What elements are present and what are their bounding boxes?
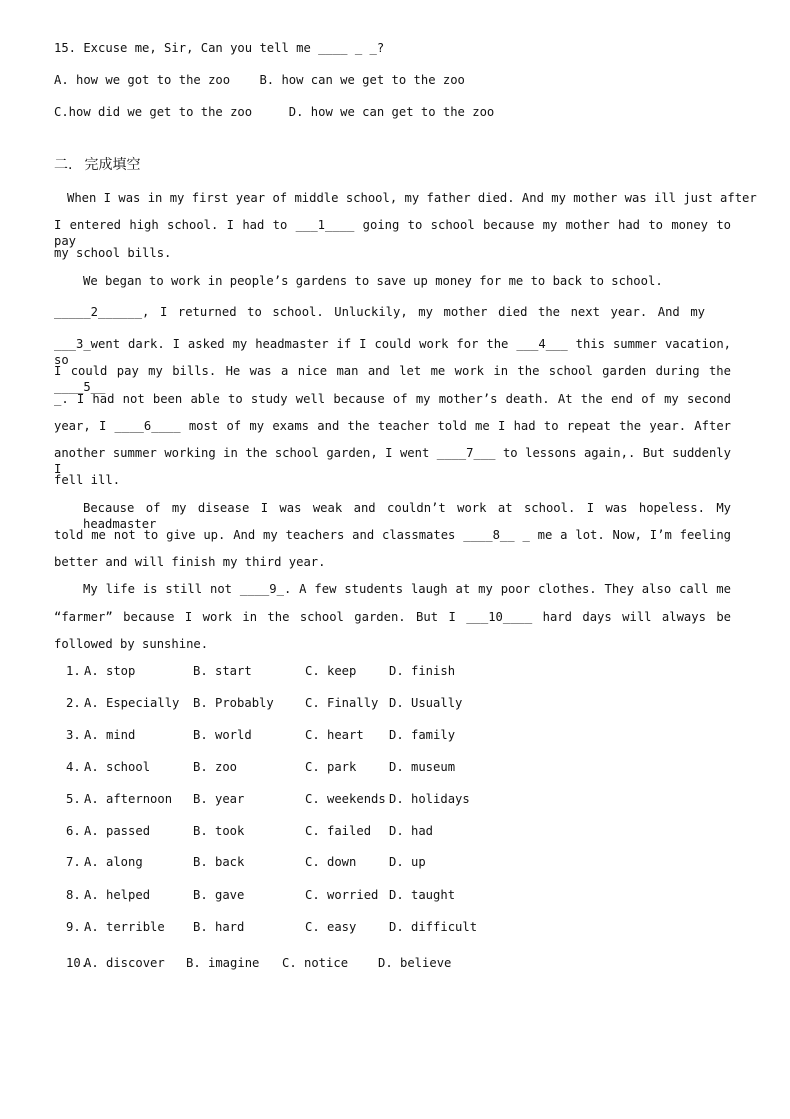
- choice-number: 4.: [66, 760, 81, 774]
- choice-number: 2.: [66, 696, 81, 710]
- passage-line: I entered high school. I had to ___1____ going to school because my mother had to money to pay: [54, 218, 731, 248]
- choice-c: C. failed: [305, 824, 372, 838]
- choice-b: B. world: [193, 728, 252, 742]
- choice-number: 1.: [66, 664, 81, 678]
- choice-d: D. difficult: [389, 920, 478, 934]
- passage-line: Because of my disease I was weak and couldn’t work at school. I was hopeless. My headmaster: [83, 501, 731, 531]
- passage-line: My life is still not ____9_. A few students laugh at my poor clothes. They also call me: [83, 582, 731, 596]
- choice-d: D. up: [389, 855, 426, 869]
- question-15-options-cd: C.how did we get to the zoo D. how we can get to the zoo: [54, 105, 495, 119]
- passage-line: my school bills.: [54, 246, 172, 260]
- section-number: 二.: [54, 157, 73, 173]
- passage-line: _____2______, I returned to school. Unluckily, my mother died the next year. And my: [54, 305, 705, 319]
- passage-line: year, I ____6____ most of my exams and the teacher told me I had to repeat the year. After: [54, 419, 731, 433]
- choice-d: D. family: [389, 728, 456, 742]
- choice-number: 3.: [66, 728, 81, 742]
- choice-a: A. Especially: [84, 696, 180, 710]
- choice-b: B. imagine: [186, 956, 260, 970]
- choice-a: A. passed: [84, 824, 151, 838]
- choice-b: B. zoo: [193, 760, 238, 774]
- choice-b: B. Probably: [193, 696, 274, 710]
- passage-line: ___3_went dark. I asked my headmaster if I could work for the ___4___ this summer vacation, so: [54, 337, 731, 367]
- choice-b: B. hard: [193, 920, 245, 934]
- choice-a: A. discover: [84, 956, 165, 970]
- choice-number: 8.: [66, 888, 81, 902]
- choice-a: A. afternoon: [84, 792, 173, 806]
- choice-b: B. gave: [193, 888, 245, 902]
- passage-line: _. I had not been able to study well because of my mother’s death. At the end of my second: [54, 392, 731, 406]
- choice-c: C. easy: [305, 920, 357, 934]
- choice-d: D. taught: [389, 888, 456, 902]
- choice-a: A. stop: [84, 664, 136, 678]
- section-title: 完成填空: [84, 157, 141, 173]
- choice-a: A. terrible: [84, 920, 165, 934]
- choice-b: B. start: [193, 664, 252, 678]
- choice-a: A. along: [84, 855, 143, 869]
- choice-number: 6.: [66, 824, 81, 838]
- choice-c: C. weekends: [305, 792, 386, 806]
- question-15-options-ab: A. how we got to the zoo B. how can we get to the zoo: [54, 73, 465, 87]
- choice-number: 10.: [66, 956, 89, 970]
- choice-d: D. Usually: [389, 696, 463, 710]
- choice-number: 9.: [66, 920, 81, 934]
- passage-line: “farmer” because I work in the school garden. But I ___10____ hard days will always be: [54, 610, 731, 624]
- choice-a: A. school: [84, 760, 151, 774]
- passage-line: fell ill.: [54, 473, 121, 487]
- choice-c: C. worried: [305, 888, 379, 902]
- question-15-stem: 15. Excuse me, Sir, Can you tell me ____ _ _?: [54, 41, 385, 55]
- passage-line: followed by sunshine.: [54, 637, 209, 651]
- choice-d: D. believe: [378, 956, 452, 970]
- section-heading: [54, 156, 140, 174]
- choice-c: C. keep: [305, 664, 357, 678]
- choice-c: C. heart: [305, 728, 364, 742]
- choice-c: C. park: [305, 760, 357, 774]
- choice-number: 5.: [66, 792, 81, 806]
- choice-c: C. down: [305, 855, 357, 869]
- choice-c: C. Finally: [305, 696, 379, 710]
- passage-line: We began to work in people’s gardens to save up money for me to back to school.: [83, 274, 663, 288]
- choice-c: C. notice: [282, 956, 349, 970]
- choice-a: A. helped: [84, 888, 151, 902]
- choice-b: B. year: [193, 792, 245, 806]
- passage-line: When I was in my first year of middle school, my father died. And my mother was ill just after: [67, 191, 757, 205]
- choice-a: A. mind: [84, 728, 136, 742]
- choice-d: D. had: [389, 824, 434, 838]
- passage-line: told me not to give up. And my teachers and classmates ____8__ _ me a lot. Now, I’m feeling: [54, 528, 731, 542]
- passage-line: better and will finish my third year.: [54, 555, 326, 569]
- choice-d: D. holidays: [389, 792, 470, 806]
- passage-line: I could pay my bills. He was a nice man and let me work in the school garden during the ____5__: [54, 364, 731, 394]
- choice-d: D. museum: [389, 760, 456, 774]
- passage-line: another summer working in the school garden, I went ____7___ to lessons again,. But suddenly I: [54, 446, 731, 476]
- choice-b: B. took: [193, 824, 245, 838]
- choice-b: B. back: [193, 855, 245, 869]
- choice-number: 7.: [66, 855, 81, 869]
- choice-d: D. finish: [389, 664, 456, 678]
